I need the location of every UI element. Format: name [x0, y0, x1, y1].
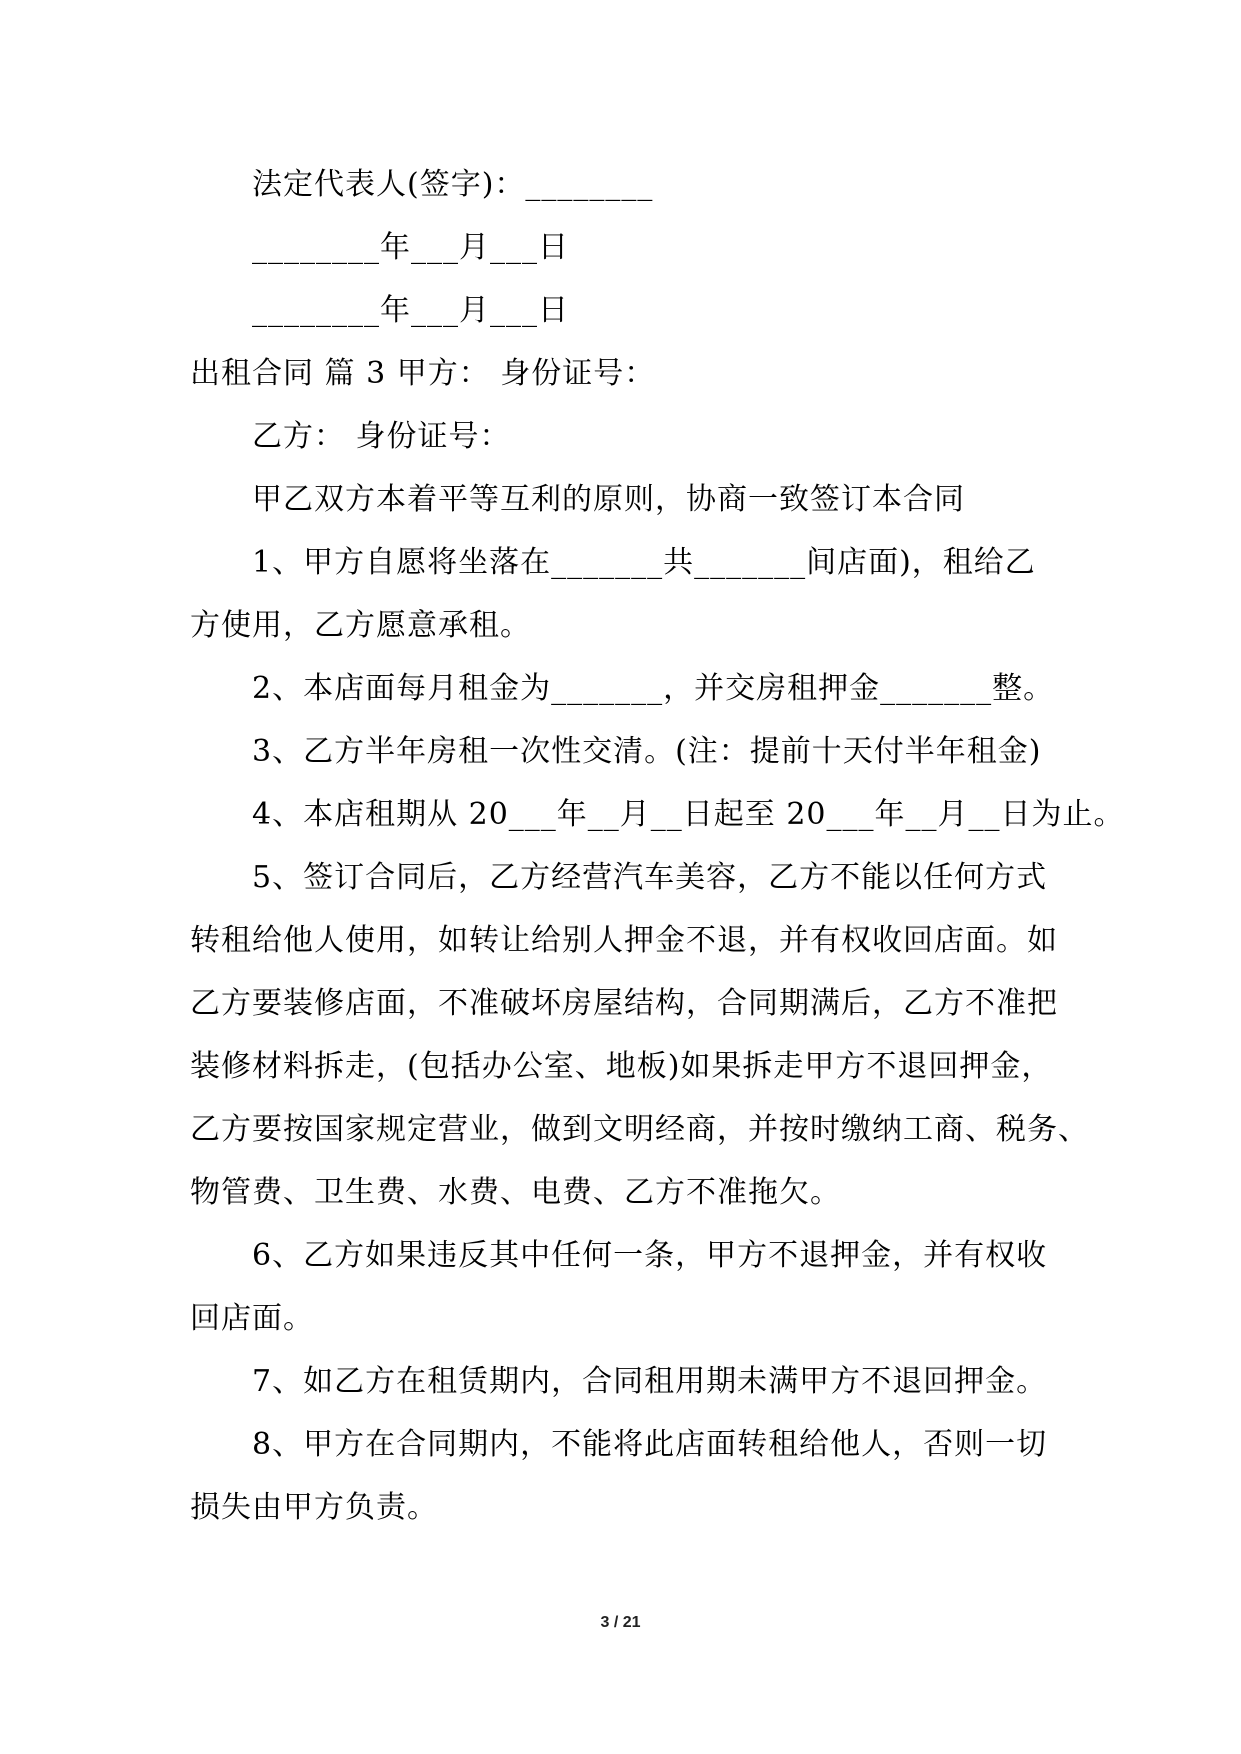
- date-line: ________年___月___日: [252, 230, 569, 265]
- clause-line: 物管费、卫生费、水费、电费、乙方不准拖欠。: [190, 1175, 841, 1210]
- clause-line: 损失由甲方负责。: [190, 1490, 438, 1525]
- date-line: ________年___月___日: [252, 293, 569, 328]
- paragraph-line: 甲乙双方本着平等互利的原则，协商一致签订本合同: [252, 482, 965, 517]
- clause-line: 回店面。: [190, 1301, 314, 1336]
- clause-line: 3、乙方半年房租一次性交清。(注：提前十天付半年租金): [252, 734, 1042, 769]
- clause-line: 7、如乙方在租赁期内，合同租用期未满甲方不退回押金。: [252, 1364, 1048, 1399]
- clause-line: 乙方要按国家规定营业，做到文明经商，并按时缴纳工商、税务、: [190, 1112, 1089, 1147]
- clause-line: 乙方要装修店面，不准破坏房屋结构，合同期满后，乙方不准把: [190, 986, 1058, 1021]
- clause-line: 1、甲方自愿将坐落在_______共_______间店面)，租给乙: [252, 545, 1036, 580]
- clause-line: 2、本店面每月租金为_______，并交房租押金_______整。: [252, 671, 1055, 706]
- clause-line: 装修材料拆走，(包括办公室、地板)如果拆走甲方不退回押金，: [190, 1049, 1053, 1084]
- signature-line: 法定代表人(签字)：________: [252, 167, 654, 202]
- section-heading: 出租合同 篇 3 甲方： 身份证号：: [190, 356, 656, 391]
- clause-line: 6、乙方如果违反其中任何一条，甲方不退押金，并有权收: [252, 1238, 1048, 1273]
- party-line: 乙方： 身份证号：: [252, 419, 511, 454]
- clause-line: 方使用，乙方愿意承租。: [190, 608, 531, 643]
- clause-line: 5、签订合同后，乙方经营汽车美容，乙方不能以任何方式: [252, 860, 1048, 895]
- page-number: 3 / 21: [600, 1614, 641, 1631]
- clause-line: 8、甲方在合同期内，不能将此店面转租给他人，否则一切: [252, 1427, 1048, 1462]
- clause-line: 4、本店租期从 20___年__月__日起至 20___年__月__日为止。: [252, 797, 1125, 832]
- clause-line: 转租给他人使用，如转让给别人押金不退，并有权收回店面。如: [190, 923, 1058, 958]
